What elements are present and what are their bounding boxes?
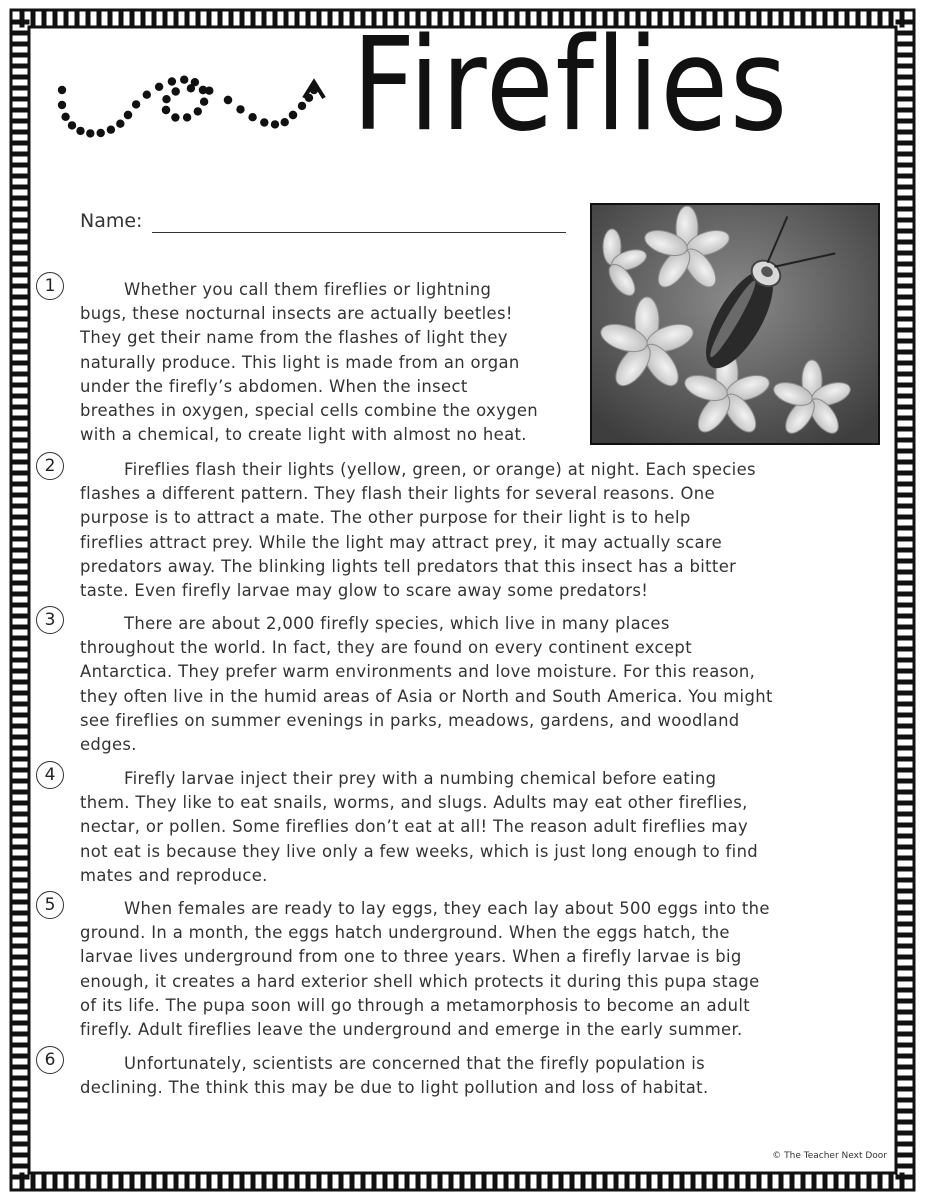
- line-text: naturally produce. This light is made from an organ: [80, 352, 520, 372]
- copyright-credit: © The Teacher Next Door: [772, 1151, 887, 1161]
- paragraph-number: 6: [36, 1046, 64, 1074]
- line-text: Whether you call them fireflies or lightning: [124, 280, 492, 299]
- line-text: see fireflies on summer evenings in parks, meadows, gardens, and woodland: [80, 710, 740, 730]
- paragraph-line: [80, 921, 770, 945]
- line-text: nectar, or pollen. Some fireflies don’t eat at all! The reason adult fireflies may: [80, 817, 749, 837]
- paragraph-line: [80, 791, 758, 815]
- paragraph-line: [80, 1076, 709, 1100]
- paragraph-line: [80, 612, 773, 636]
- name-field-line[interactable]: [152, 232, 566, 233]
- paragraph-line: [80, 351, 538, 375]
- paragraph-2: [80, 458, 756, 603]
- line-text: throughout the world. In fact, they are found on every continent except: [80, 638, 692, 658]
- paragraph-line: [80, 506, 756, 530]
- paragraph-4: [80, 767, 758, 888]
- line-text: There are about 2,000 firefly species, which live in many places: [124, 614, 670, 633]
- paragraph-number: 3: [36, 606, 64, 634]
- paragraph-3: [80, 612, 773, 757]
- paragraph-line: [80, 579, 756, 603]
- paragraph-line: [80, 767, 758, 791]
- line-text: declining. The think this may be due to light pollution and loss of habitat.: [80, 1078, 709, 1098]
- paragraph-line: [80, 423, 538, 447]
- line-text: predators away. The blinking lights tell predators that this insect has a bitter: [80, 556, 737, 576]
- line-text: bugs, these nocturnal insects are actually beetles!: [80, 304, 513, 324]
- line-text: purpose is to attract a mate. The other purpose for their light is to help: [80, 508, 691, 528]
- page-title: Fireflies: [352, 11, 789, 160]
- paragraph-line: [80, 1052, 709, 1076]
- paragraph-line: [80, 970, 770, 994]
- line-text: of its life. The pupa soon will go through a metamorphosis to become an adult: [80, 995, 751, 1015]
- paragraph-1: [80, 278, 538, 447]
- paragraph-line: [80, 555, 756, 579]
- line-text: mates and reproduce.: [80, 865, 268, 885]
- firefly-photo: [590, 203, 880, 445]
- paragraph-line: [80, 636, 773, 660]
- line-text: edges.: [80, 735, 137, 755]
- paragraph-5: [80, 897, 770, 1042]
- paragraph-line: [80, 709, 773, 733]
- line-text: with a chemical, to create light with almost no heat.: [80, 425, 527, 445]
- line-text: not eat is because they live only a few weeks, which is just long enough to find: [80, 841, 759, 861]
- line-text: Antarctica. They prefer warm environments and love moisture. For this reason,: [80, 662, 756, 682]
- paragraph-line: [80, 278, 538, 302]
- paragraph-line: [80, 399, 538, 423]
- paragraph-line: [80, 482, 756, 506]
- line-text: They get their name from the flashes of light they: [80, 328, 508, 348]
- paragraph-6: [80, 1052, 709, 1100]
- paragraph-number: 1: [36, 272, 64, 300]
- name-label: Name:: [80, 210, 143, 232]
- paragraph-line: [80, 375, 538, 399]
- paragraph-line: [80, 685, 773, 709]
- paragraph-line: [80, 531, 756, 555]
- dotted-swirl-decoration: [48, 60, 338, 160]
- paragraph-line: [80, 994, 770, 1018]
- line-text: Unfortunately, scientists are concerned that the firefly population is: [124, 1054, 706, 1073]
- paragraph-line: [80, 840, 758, 864]
- paragraph-line: [80, 302, 538, 326]
- paragraph-number: 2: [36, 452, 64, 480]
- paragraph-line: [80, 815, 758, 839]
- paragraph-line: [80, 1018, 770, 1042]
- line-text: they often live in the humid areas of Asia or North and South America. You might: [80, 686, 773, 706]
- line-text: fireflies attract prey. While the light may attract prey, it may actually scare: [80, 532, 723, 552]
- paragraph-line: [80, 733, 773, 757]
- paragraph-line: [80, 458, 756, 482]
- paragraph-line: [80, 897, 770, 921]
- paragraph-line: [80, 864, 758, 888]
- paragraph-line: [80, 326, 538, 350]
- line-text: When females are ready to lay eggs, they each lay about 500 eggs into the: [124, 899, 770, 918]
- line-text: flashes a different pattern. They flash their lights for several reasons. One: [80, 484, 715, 504]
- line-text: larvae lives underground from one to three years. When a firefly larvae is big: [80, 947, 742, 967]
- paragraph-line: [80, 945, 770, 969]
- paragraph-number: 5: [36, 891, 64, 919]
- line-text: enough, it creates a hard exterior shell which protects it during this pupa stage: [80, 971, 760, 991]
- paragraph-number: 4: [36, 761, 64, 789]
- line-text: them. They like to eat snails, worms, and slugs. Adults may eat other fireflies,: [80, 793, 748, 813]
- line-text: firefly. Adult fireflies leave the underground and emerge in the early summer.: [80, 1020, 743, 1040]
- paragraph-line: [80, 660, 773, 684]
- line-text: under the firefly’s abdomen. When the insect: [80, 376, 468, 396]
- line-text: breathes in oxygen, special cells combine the oxygen: [80, 401, 539, 421]
- line-text: Firefly larvae inject their prey with a numbing chemical before eating: [124, 769, 717, 788]
- line-text: ground. In a month, the eggs hatch underground. When the eggs hatch, the: [80, 923, 730, 943]
- line-text: taste. Even firefly larvae may glow to scare away some predators!: [80, 581, 649, 601]
- line-text: Fireflies flash their lights (yellow, green, or orange) at night. Each species: [124, 460, 756, 479]
